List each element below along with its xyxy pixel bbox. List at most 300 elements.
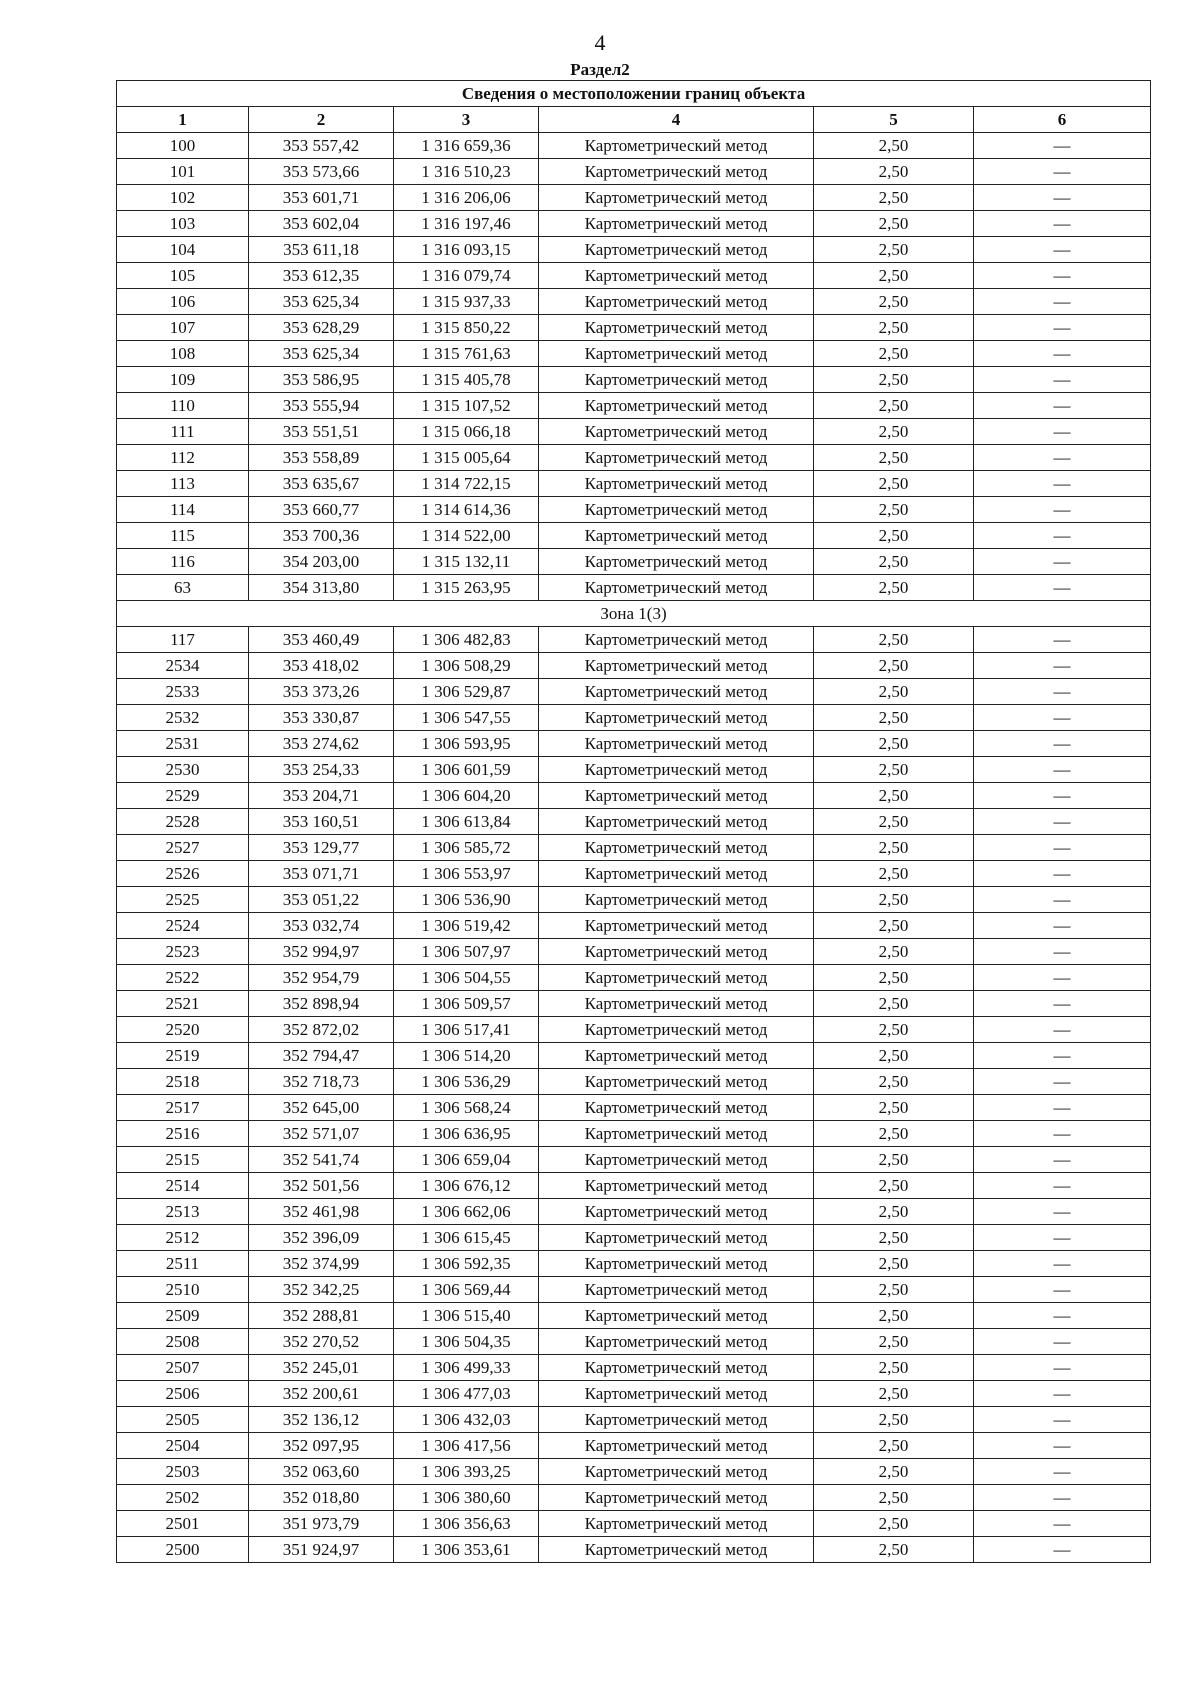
- accuracy-cell: 2,50: [814, 1043, 974, 1069]
- description-cell: —: [974, 1199, 1151, 1225]
- method-cell: Картометрический метод: [539, 1069, 814, 1095]
- description-cell: —: [974, 315, 1151, 341]
- page-number: 4: [594, 30, 606, 55]
- x-coordinate-cell: 353 051,22: [249, 887, 394, 913]
- table-row: [117, 1121, 1151, 1147]
- x-coordinate-cell: 353 460,49: [249, 627, 394, 653]
- method-cell: Картометрический метод: [539, 315, 814, 341]
- x-coordinate-cell: 352 872,02: [249, 1017, 394, 1043]
- table-row: [117, 809, 1151, 835]
- accuracy-cell: 2,50: [814, 1069, 974, 1095]
- point-number-cell: 2529: [117, 783, 249, 809]
- x-coordinate-cell: 352 288,81: [249, 1303, 394, 1329]
- y-coordinate-cell: 1 306 547,55: [394, 705, 539, 731]
- accuracy-cell: 2,50: [814, 861, 974, 887]
- y-coordinate-cell: 1 306 507,97: [394, 939, 539, 965]
- point-number-cell: 2525: [117, 887, 249, 913]
- x-coordinate-cell: 353 129,77: [249, 835, 394, 861]
- column-header: 3: [394, 107, 539, 133]
- accuracy-cell: 2,50: [814, 1225, 974, 1251]
- x-coordinate-cell: 353 586,95: [249, 367, 394, 393]
- table-row: [117, 341, 1151, 367]
- point-number-cell: 117: [117, 627, 249, 653]
- description-cell: —: [974, 913, 1151, 939]
- accuracy-cell: 2,50: [814, 679, 974, 705]
- method-cell: Картометрический метод: [539, 1485, 814, 1511]
- point-number-cell: 109: [117, 367, 249, 393]
- accuracy-cell: 2,50: [814, 1329, 974, 1355]
- accuracy-cell: 2,50: [814, 1511, 974, 1537]
- method-cell: Картометрический метод: [539, 705, 814, 731]
- description-cell: —: [974, 341, 1151, 367]
- table-row: [117, 965, 1151, 991]
- x-coordinate-cell: 353 558,89: [249, 445, 394, 471]
- method-cell: Картометрический метод: [539, 471, 814, 497]
- point-number-cell: 2501: [117, 1511, 249, 1537]
- x-coordinate-cell: 353 628,29: [249, 315, 394, 341]
- table-row: [117, 731, 1151, 757]
- description-cell: —: [974, 783, 1151, 809]
- column-header: 2: [249, 107, 394, 133]
- table-row: [117, 1459, 1151, 1485]
- y-coordinate-cell: 1 306 353,61: [394, 1537, 539, 1563]
- table-caption-row: [117, 81, 1151, 107]
- y-coordinate-cell: 1 306 417,56: [394, 1433, 539, 1459]
- method-cell: Картометрический метод: [539, 1381, 814, 1407]
- x-coordinate-cell: 353 551,51: [249, 419, 394, 445]
- table-row: [117, 419, 1151, 445]
- accuracy-cell: 2,50: [814, 1355, 974, 1381]
- y-coordinate-cell: 1 306 615,45: [394, 1225, 539, 1251]
- point-number-cell: 2527: [117, 835, 249, 861]
- x-coordinate-cell: 352 063,60: [249, 1459, 394, 1485]
- y-coordinate-cell: 1 306 508,29: [394, 653, 539, 679]
- accuracy-cell: 2,50: [814, 1433, 974, 1459]
- method-cell: Картометрический метод: [539, 679, 814, 705]
- point-number-cell: 2508: [117, 1329, 249, 1355]
- table-row: [117, 627, 1151, 653]
- x-coordinate-cell: 353 418,02: [249, 653, 394, 679]
- description-cell: —: [974, 1277, 1151, 1303]
- x-coordinate-cell: 353 601,71: [249, 185, 394, 211]
- accuracy-cell: 2,50: [814, 783, 974, 809]
- point-number-cell: 2506: [117, 1381, 249, 1407]
- point-number-cell: 2510: [117, 1277, 249, 1303]
- y-coordinate-cell: 1 306 509,57: [394, 991, 539, 1017]
- accuracy-cell: 2,50: [814, 1095, 974, 1121]
- description-cell: —: [974, 887, 1151, 913]
- description-cell: —: [974, 1355, 1151, 1381]
- method-cell: Картометрический метод: [539, 627, 814, 653]
- table-row: [117, 913, 1151, 939]
- table-row: [117, 679, 1151, 705]
- point-number-cell: 2530: [117, 757, 249, 783]
- method-cell: Картометрический метод: [539, 523, 814, 549]
- method-cell: Картометрический метод: [539, 1511, 814, 1537]
- table-row: [117, 1277, 1151, 1303]
- x-coordinate-cell: 352 136,12: [249, 1407, 394, 1433]
- method-cell: Картометрический метод: [539, 1225, 814, 1251]
- point-number-cell: 113: [117, 471, 249, 497]
- table-body: [117, 133, 1151, 1563]
- description-cell: —: [974, 627, 1151, 653]
- x-coordinate-cell: 352 571,07: [249, 1121, 394, 1147]
- description-cell: —: [974, 1511, 1151, 1537]
- description-cell: —: [974, 211, 1151, 237]
- accuracy-cell: 2,50: [814, 1199, 974, 1225]
- accuracy-cell: 2,50: [814, 757, 974, 783]
- method-cell: Картометрический метод: [539, 237, 814, 263]
- point-number-cell: 104: [117, 237, 249, 263]
- point-number-cell: 2526: [117, 861, 249, 887]
- method-cell: Картометрический метод: [539, 445, 814, 471]
- method-cell: Картометрический метод: [539, 1355, 814, 1381]
- method-cell: Картометрический метод: [539, 835, 814, 861]
- y-coordinate-cell: 1 315 850,22: [394, 315, 539, 341]
- x-coordinate-cell: 352 645,00: [249, 1095, 394, 1121]
- description-cell: —: [974, 1173, 1151, 1199]
- description-cell: —: [974, 1251, 1151, 1277]
- point-number-cell: 2522: [117, 965, 249, 991]
- accuracy-cell: 2,50: [814, 809, 974, 835]
- method-cell: Картометрический метод: [539, 1433, 814, 1459]
- point-number-cell: 2509: [117, 1303, 249, 1329]
- table-row: [117, 1537, 1151, 1563]
- accuracy-cell: 2,50: [814, 653, 974, 679]
- y-coordinate-cell: 1 306 662,06: [394, 1199, 539, 1225]
- y-coordinate-cell: 1 316 206,06: [394, 185, 539, 211]
- accuracy-cell: 2,50: [814, 627, 974, 653]
- description-cell: —: [974, 497, 1151, 523]
- accuracy-cell: 2,50: [814, 341, 974, 367]
- description-cell: —: [974, 1095, 1151, 1121]
- method-cell: Картометрический метод: [539, 549, 814, 575]
- method-cell: Картометрический метод: [539, 1095, 814, 1121]
- column-header: 1: [117, 107, 249, 133]
- accuracy-cell: 2,50: [814, 1303, 974, 1329]
- y-coordinate-cell: 1 316 197,46: [394, 211, 539, 237]
- table-row: [117, 1303, 1151, 1329]
- point-number-cell: 2520: [117, 1017, 249, 1043]
- point-number-cell: 115: [117, 523, 249, 549]
- description-cell: —: [974, 731, 1151, 757]
- x-coordinate-cell: 352 374,99: [249, 1251, 394, 1277]
- y-coordinate-cell: 1 306 659,04: [394, 1147, 539, 1173]
- y-coordinate-cell: 1 306 636,95: [394, 1121, 539, 1147]
- method-cell: Картометрический метод: [539, 211, 814, 237]
- x-coordinate-cell: 353 625,34: [249, 341, 394, 367]
- y-coordinate-cell: 1 315 107,52: [394, 393, 539, 419]
- column-header: 5: [814, 107, 974, 133]
- table-row: [117, 263, 1151, 289]
- accuracy-cell: 2,50: [814, 315, 974, 341]
- y-coordinate-cell: 1 306 477,03: [394, 1381, 539, 1407]
- method-cell: Картометрический метод: [539, 575, 814, 601]
- y-coordinate-cell: 1 306 613,84: [394, 809, 539, 835]
- y-coordinate-cell: 1 306 514,20: [394, 1043, 539, 1069]
- description-cell: —: [974, 575, 1151, 601]
- accuracy-cell: 2,50: [814, 159, 974, 185]
- y-coordinate-cell: 1 314 614,36: [394, 497, 539, 523]
- accuracy-cell: 2,50: [814, 1381, 974, 1407]
- point-number-cell: 101: [117, 159, 249, 185]
- method-cell: Картометрический метод: [539, 1147, 814, 1173]
- accuracy-cell: 2,50: [814, 1121, 974, 1147]
- method-cell: Картометрический метод: [539, 341, 814, 367]
- method-cell: Картометрический метод: [539, 263, 814, 289]
- description-cell: —: [974, 757, 1151, 783]
- method-cell: Картометрический метод: [539, 185, 814, 211]
- point-number-cell: 2518: [117, 1069, 249, 1095]
- accuracy-cell: 2,50: [814, 913, 974, 939]
- description-cell: —: [974, 835, 1151, 861]
- zone-row: [117, 601, 1151, 627]
- x-coordinate-cell: 353 274,62: [249, 731, 394, 757]
- accuracy-cell: 2,50: [814, 549, 974, 575]
- table-row: [117, 367, 1151, 393]
- method-cell: Картометрический метод: [539, 1043, 814, 1069]
- column-header-row: [117, 107, 1151, 133]
- point-number-cell: 2532: [117, 705, 249, 731]
- method-cell: Картометрический метод: [539, 1303, 814, 1329]
- point-number-cell: 2503: [117, 1459, 249, 1485]
- table-row: [117, 523, 1151, 549]
- table-row: [117, 1511, 1151, 1537]
- y-coordinate-cell: 1 315 005,64: [394, 445, 539, 471]
- description-cell: —: [974, 809, 1151, 835]
- description-cell: —: [974, 1433, 1151, 1459]
- y-coordinate-cell: 1 315 263,95: [394, 575, 539, 601]
- y-coordinate-cell: 1 316 093,15: [394, 237, 539, 263]
- x-coordinate-cell: 352 270,52: [249, 1329, 394, 1355]
- description-cell: —: [974, 939, 1151, 965]
- x-coordinate-cell: 353 160,51: [249, 809, 394, 835]
- accuracy-cell: 2,50: [814, 1459, 974, 1485]
- y-coordinate-cell: 1 306 585,72: [394, 835, 539, 861]
- x-coordinate-cell: 353 602,04: [249, 211, 394, 237]
- accuracy-cell: 2,50: [814, 471, 974, 497]
- point-number-cell: 2523: [117, 939, 249, 965]
- point-number-cell: 2521: [117, 991, 249, 1017]
- accuracy-cell: 2,50: [814, 835, 974, 861]
- x-coordinate-cell: 353 204,71: [249, 783, 394, 809]
- accuracy-cell: 2,50: [814, 1407, 974, 1433]
- y-coordinate-cell: 1 306 499,33: [394, 1355, 539, 1381]
- x-coordinate-cell: 353 032,74: [249, 913, 394, 939]
- x-coordinate-cell: 352 794,47: [249, 1043, 394, 1069]
- table-row: [117, 159, 1151, 185]
- description-cell: —: [974, 133, 1151, 159]
- y-coordinate-cell: 1 306 504,55: [394, 965, 539, 991]
- accuracy-cell: 2,50: [814, 731, 974, 757]
- table-row: [117, 315, 1151, 341]
- table-row: [117, 1173, 1151, 1199]
- description-cell: —: [974, 1329, 1151, 1355]
- y-coordinate-cell: 1 306 592,35: [394, 1251, 539, 1277]
- description-cell: —: [974, 549, 1151, 575]
- x-coordinate-cell: 352 954,79: [249, 965, 394, 991]
- table-row: [117, 887, 1151, 913]
- y-coordinate-cell: 1 306 593,95: [394, 731, 539, 757]
- method-cell: Картометрический метод: [539, 497, 814, 523]
- y-coordinate-cell: 1 306 482,83: [394, 627, 539, 653]
- method-cell: Картометрический метод: [539, 1277, 814, 1303]
- table-row: [117, 1225, 1151, 1251]
- table-row: [117, 653, 1151, 679]
- method-cell: Картометрический метод: [539, 159, 814, 185]
- y-coordinate-cell: 1 306 432,03: [394, 1407, 539, 1433]
- description-cell: —: [974, 1407, 1151, 1433]
- point-number-cell: 2502: [117, 1485, 249, 1511]
- y-coordinate-cell: 1 315 066,18: [394, 419, 539, 445]
- description-cell: —: [974, 1121, 1151, 1147]
- method-cell: Картометрический метод: [539, 1459, 814, 1485]
- description-cell: —: [974, 1043, 1151, 1069]
- y-coordinate-cell: 1 315 405,78: [394, 367, 539, 393]
- description-cell: —: [974, 679, 1151, 705]
- y-coordinate-cell: 1 314 722,15: [394, 471, 539, 497]
- description-cell: —: [974, 159, 1151, 185]
- point-number-cell: 2507: [117, 1355, 249, 1381]
- y-coordinate-cell: 1 315 132,11: [394, 549, 539, 575]
- accuracy-cell: 2,50: [814, 185, 974, 211]
- table-row: [117, 861, 1151, 887]
- point-number-cell: 2505: [117, 1407, 249, 1433]
- table-row: [117, 1069, 1151, 1095]
- table-row: [117, 1251, 1151, 1277]
- x-coordinate-cell: 351 924,97: [249, 1537, 394, 1563]
- point-number-cell: 2504: [117, 1433, 249, 1459]
- description-cell: —: [974, 1459, 1151, 1485]
- table-row: [117, 1485, 1151, 1511]
- method-cell: Картометрический метод: [539, 367, 814, 393]
- method-cell: Картометрический метод: [539, 913, 814, 939]
- point-number-cell: 106: [117, 289, 249, 315]
- description-cell: —: [974, 1485, 1151, 1511]
- method-cell: Картометрический метод: [539, 1407, 814, 1433]
- accuracy-cell: 2,50: [814, 705, 974, 731]
- y-coordinate-cell: 1 316 079,74: [394, 263, 539, 289]
- x-coordinate-cell: 352 501,56: [249, 1173, 394, 1199]
- method-cell: Картометрический метод: [539, 991, 814, 1017]
- x-coordinate-cell: 354 203,00: [249, 549, 394, 575]
- accuracy-cell: 2,50: [814, 1017, 974, 1043]
- method-cell: Картометрический метод: [539, 133, 814, 159]
- y-coordinate-cell: 1 306 393,25: [394, 1459, 539, 1485]
- y-coordinate-cell: 1 306 356,63: [394, 1511, 539, 1537]
- description-cell: —: [974, 523, 1151, 549]
- table-row: [117, 1433, 1151, 1459]
- x-coordinate-cell: 353 700,36: [249, 523, 394, 549]
- x-coordinate-cell: 353 254,33: [249, 757, 394, 783]
- table-row: [117, 835, 1151, 861]
- y-coordinate-cell: 1 306 519,42: [394, 913, 539, 939]
- table-row: [117, 757, 1151, 783]
- table-row: [117, 1095, 1151, 1121]
- table-row: [117, 1017, 1151, 1043]
- x-coordinate-cell: 352 541,74: [249, 1147, 394, 1173]
- y-coordinate-cell: 1 315 937,33: [394, 289, 539, 315]
- accuracy-cell: 2,50: [814, 289, 974, 315]
- y-coordinate-cell: 1 306 601,59: [394, 757, 539, 783]
- method-cell: Картометрический метод: [539, 653, 814, 679]
- method-cell: Картометрический метод: [539, 887, 814, 913]
- accuracy-cell: 2,50: [814, 1251, 974, 1277]
- y-coordinate-cell: 1 306 515,40: [394, 1303, 539, 1329]
- table-row: [117, 783, 1151, 809]
- table-row: [117, 1199, 1151, 1225]
- description-cell: —: [974, 991, 1151, 1017]
- accuracy-cell: 2,50: [814, 523, 974, 549]
- y-coordinate-cell: 1 306 529,87: [394, 679, 539, 705]
- table-row: [117, 211, 1151, 237]
- y-coordinate-cell: 1 306 553,97: [394, 861, 539, 887]
- accuracy-cell: 2,50: [814, 211, 974, 237]
- description-cell: —: [974, 1017, 1151, 1043]
- table-row: [117, 1355, 1151, 1381]
- x-coordinate-cell: 353 071,71: [249, 861, 394, 887]
- x-coordinate-cell: 352 342,25: [249, 1277, 394, 1303]
- table-row: [117, 497, 1151, 523]
- point-number-cell: 2511: [117, 1251, 249, 1277]
- method-cell: Картометрический метод: [539, 289, 814, 315]
- column-header: 6: [974, 107, 1151, 133]
- accuracy-cell: 2,50: [814, 237, 974, 263]
- method-cell: Картометрический метод: [539, 731, 814, 757]
- x-coordinate-cell: 354 313,80: [249, 575, 394, 601]
- y-coordinate-cell: 1 306 536,29: [394, 1069, 539, 1095]
- point-number-cell: 63: [117, 575, 249, 601]
- method-cell: Картометрический метод: [539, 1251, 814, 1277]
- y-coordinate-cell: 1 306 380,60: [394, 1485, 539, 1511]
- x-coordinate-cell: 353 611,18: [249, 237, 394, 263]
- x-coordinate-cell: 353 555,94: [249, 393, 394, 419]
- x-coordinate-cell: 353 625,34: [249, 289, 394, 315]
- description-cell: —: [974, 1225, 1151, 1251]
- accuracy-cell: 2,50: [814, 1537, 974, 1563]
- table-row: [117, 289, 1151, 315]
- table-row: [117, 575, 1151, 601]
- table-row: [117, 991, 1151, 1017]
- method-cell: Картометрический метод: [539, 861, 814, 887]
- x-coordinate-cell: 351 973,79: [249, 1511, 394, 1537]
- description-cell: —: [974, 289, 1151, 315]
- point-number-cell: 100: [117, 133, 249, 159]
- method-cell: Картометрический метод: [539, 809, 814, 835]
- point-number-cell: 2515: [117, 1147, 249, 1173]
- accuracy-cell: 2,50: [814, 419, 974, 445]
- accuracy-cell: 2,50: [814, 393, 974, 419]
- y-coordinate-cell: 1 306 536,90: [394, 887, 539, 913]
- description-cell: —: [974, 1303, 1151, 1329]
- point-number-cell: 2513: [117, 1199, 249, 1225]
- y-coordinate-cell: 1 316 659,36: [394, 133, 539, 159]
- description-cell: —: [974, 965, 1151, 991]
- point-number-cell: 2531: [117, 731, 249, 757]
- method-cell: Картометрический метод: [539, 1537, 814, 1563]
- point-number-cell: 107: [117, 315, 249, 341]
- accuracy-cell: 2,50: [814, 445, 974, 471]
- accuracy-cell: 2,50: [814, 887, 974, 913]
- x-coordinate-cell: 352 994,97: [249, 939, 394, 965]
- accuracy-cell: 2,50: [814, 991, 974, 1017]
- method-cell: Картометрический метод: [539, 965, 814, 991]
- point-number-cell: 2517: [117, 1095, 249, 1121]
- description-cell: —: [974, 237, 1151, 263]
- y-coordinate-cell: 1 314 522,00: [394, 523, 539, 549]
- y-coordinate-cell: 1 306 568,24: [394, 1095, 539, 1121]
- accuracy-cell: 2,50: [814, 367, 974, 393]
